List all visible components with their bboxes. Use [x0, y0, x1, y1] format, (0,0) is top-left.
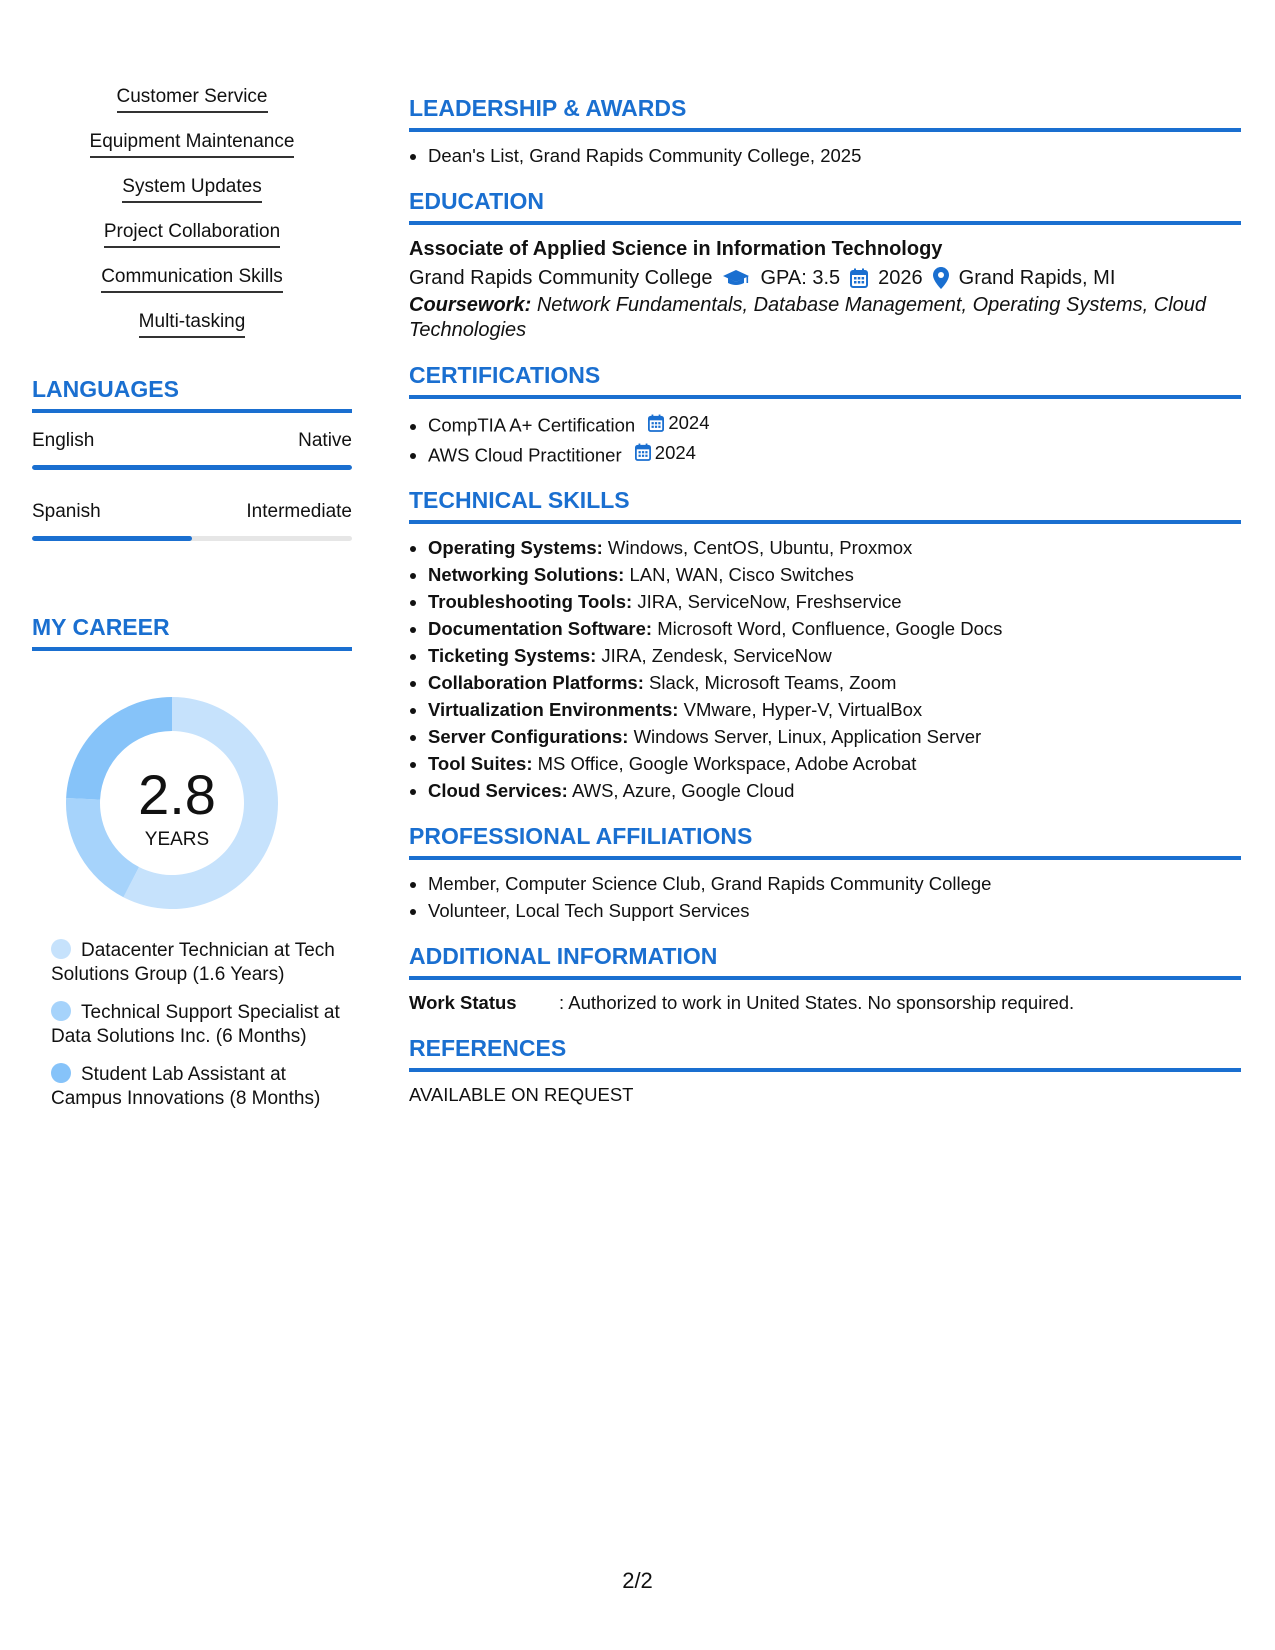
certifications-title: CERTIFICATIONS [409, 361, 1241, 399]
leadership-title: LEADERSHIP & AWARDS [409, 94, 1241, 132]
skill-item [32, 264, 352, 294]
language-bar [32, 536, 352, 541]
legend-item [51, 939, 351, 987]
skill-label: Communication Skills [101, 264, 283, 293]
skill-category: Networking Solutions: [428, 564, 625, 585]
language-item [32, 500, 352, 541]
language-level: Intermediate [246, 501, 352, 522]
skill-values: LAN, WAN, Cisco Switches [629, 564, 854, 585]
calendar-icon [635, 443, 651, 461]
language-name: Spanish [32, 501, 101, 522]
certification-name: AWS Cloud Practitioner [428, 444, 622, 465]
language-level: Native [298, 430, 352, 451]
education-coursework [409, 293, 1241, 343]
skill-label: Project Collaboration [104, 219, 280, 248]
technical-skill-item [428, 669, 1241, 696]
skill-item [32, 219, 352, 249]
affiliation-item: • Member, Computer Science Club, Grand Rapids Community College [428, 870, 1241, 897]
skill-label: Equipment Maintenance [90, 129, 295, 158]
references-text: AVAILABLE ON REQUEST [409, 1084, 634, 1105]
language-bar [32, 465, 352, 470]
legend-dot [51, 939, 71, 959]
language-bar-fill [32, 465, 352, 470]
career-donut-chart [32, 651, 352, 923]
skill-values: AWS, Azure, Google Cloud [571, 780, 795, 801]
career-total-value: 2.8 [138, 763, 216, 826]
skill-item [32, 174, 352, 204]
certification-date [635, 439, 696, 466]
right-column [409, 94, 1241, 1126]
calendar-icon [850, 268, 868, 288]
skill-category: Tool Suites: [428, 753, 533, 774]
location-pin-icon [933, 267, 949, 289]
skill-values: Windows, CentOS, Ubuntu, Proxmox [607, 537, 913, 558]
coursework-text: Network Fundamentals, Database Management, Operating Systems, Cloud Technologies [409, 294, 1207, 341]
legend-text: Student Lab Assistant at Campus Innovations (8 Months) [51, 1064, 321, 1109]
skill-label: Multi-tasking [139, 309, 246, 338]
technical-skills-list [409, 534, 1241, 804]
skill-item [32, 309, 352, 339]
technical-skill-item [428, 723, 1241, 750]
page-number: 2/2 [622, 1568, 653, 1593]
graduation-cap-icon [722, 268, 750, 288]
work-status-row [409, 990, 1241, 1016]
certification-year: 2024 [654, 441, 696, 463]
education-title: EDUCATION [409, 187, 1241, 225]
certification-name: CompTIA A+ Certification [428, 414, 636, 436]
technical-skill-item [428, 750, 1241, 777]
references-section [409, 1034, 1241, 1108]
education-section [409, 187, 1241, 343]
skill-label: System Updates [122, 174, 261, 203]
certifications-list [409, 409, 1241, 468]
left-column [32, 84, 352, 1125]
skill-category: Cloud Services: [428, 780, 568, 801]
skill-item [32, 84, 352, 114]
technical-skill-item [428, 534, 1241, 561]
leadership-section [409, 94, 1241, 169]
certifications-section [409, 361, 1241, 468]
skill-values: Slack, Microsoft Teams, Zoom [649, 672, 897, 693]
language-item [32, 429, 352, 470]
affiliations-title: PROFESSIONAL AFFILIATIONS [409, 822, 1241, 860]
affiliations-list [409, 870, 1241, 924]
legend-item [51, 1063, 351, 1111]
leadership-item: • Dean's List, Grand Rapids Community College, 2025 [428, 142, 1241, 169]
skill-category: Documentation Software: [428, 618, 653, 639]
skill-category: Troubleshooting Tools: [428, 591, 633, 612]
language-name: English [32, 430, 95, 451]
skill-category: Operating Systems: [428, 537, 603, 558]
skill-category: Virtualization Environments: [428, 699, 679, 720]
education-degree: Associate of Applied Science in Information Technology [409, 238, 943, 260]
certification-item [428, 439, 1241, 469]
certification-date [648, 409, 709, 436]
additional-info-title: ADDITIONAL INFORMATION [409, 942, 1241, 980]
education-location: Grand Rapids, MI [958, 267, 1116, 289]
skill-category: Collaboration Platforms: [428, 672, 644, 693]
legend-text: Datacenter Technician at Tech Solutions Group (1.6 Years) [51, 940, 335, 985]
affiliations-section [409, 822, 1241, 924]
technical-skill-item [428, 777, 1241, 804]
technical-skill-item [428, 615, 1241, 642]
skill-category: Ticketing Systems: [428, 645, 597, 666]
skill-item [32, 129, 352, 159]
technical-skill-item [428, 696, 1241, 723]
coursework-label: Coursework: [409, 294, 532, 316]
career-total-unit: YEARS [144, 829, 210, 850]
technical-skill-item [428, 561, 1241, 588]
references-title: REFERENCES [409, 1034, 1241, 1072]
skill-values: JIRA, Zendesk, ServiceNow [601, 645, 832, 666]
skills-list [32, 84, 352, 339]
technical-skill-item [428, 588, 1241, 615]
education-school: Grand Rapids Community College [409, 267, 713, 289]
legend-text: Technical Support Specialist at Data Solutions Inc. (6 Months) [51, 1002, 340, 1047]
certification-year: 2024 [668, 412, 710, 433]
skill-values: JIRA, ServiceNow, Freshservice [637, 591, 902, 612]
work-status-value: : Authorized to work in United States. No sponsorship required. [559, 992, 1075, 1013]
education-meta [409, 263, 1241, 293]
career-title: MY CAREER [32, 613, 352, 651]
language-bar-fill [32, 536, 192, 541]
skill-label: Customer Service [117, 84, 268, 113]
calendar-icon [648, 414, 664, 432]
technical-skills-title: TECHNICAL SKILLS [409, 486, 1241, 524]
work-status-label: Work Status [409, 992, 517, 1013]
languages-section [32, 375, 352, 541]
legend-dot [51, 1063, 71, 1083]
certification-item [428, 409, 1241, 439]
career-legend [32, 939, 351, 1111]
skill-values: MS Office, Google Workspace, Adobe Acrobat [537, 753, 917, 774]
languages-title: LANGUAGES [32, 375, 352, 413]
affiliation-item: • Volunteer, Local Tech Support Services [428, 897, 1241, 924]
skill-category: Server Configurations: [428, 726, 629, 747]
skill-values: Windows Server, Linux, Application Server [633, 726, 982, 747]
skill-values: Microsoft Word, Confluence, Google Docs [657, 618, 1003, 639]
skill-values: VMware, Hyper-V, VirtualBox [683, 699, 923, 720]
leadership-list [409, 142, 1241, 169]
legend-item [51, 1001, 351, 1049]
technical-skills-section [409, 486, 1241, 804]
legend-dot [51, 1001, 71, 1021]
additional-info-section [409, 942, 1241, 1016]
career-section [32, 613, 352, 1111]
technical-skill-item [428, 642, 1241, 669]
education-year: 2026 [878, 267, 923, 289]
education-gpa: GPA: 3.5 [760, 267, 841, 289]
